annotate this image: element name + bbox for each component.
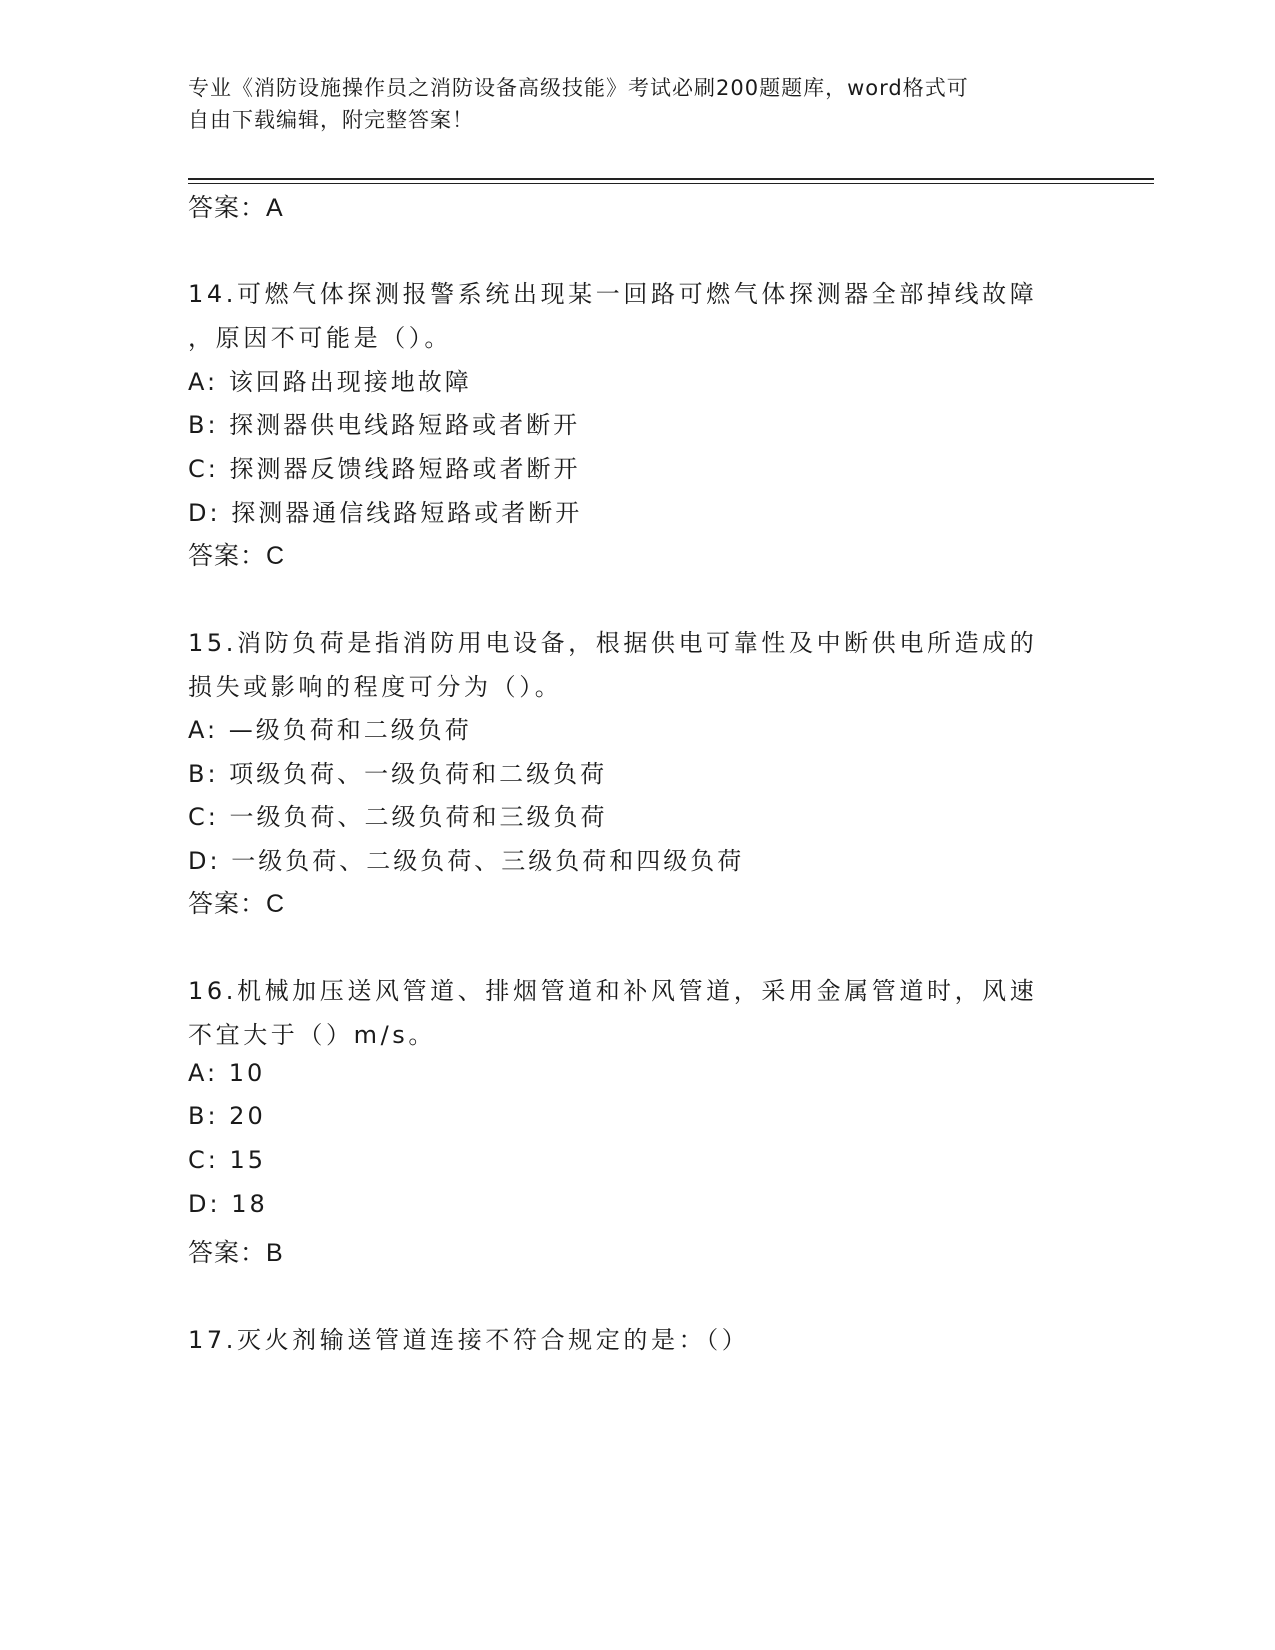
question-16-option-a: A: 10 bbox=[188, 1059, 266, 1087]
question-16-text-line-1: 16.机械加压送风管道、排烟管道和补风管道，采用金属管道时，风速 bbox=[188, 977, 1038, 1005]
question-15-text-line-2: 损失或影响的程度可分为（）。 bbox=[188, 673, 563, 701]
question-16-text-line-2: 不宜大于（）m/s。 bbox=[188, 1021, 436, 1049]
header-line-2: 自由下载编辑，附完整答案！ bbox=[188, 108, 474, 132]
question-15-option-b: B: 项级负荷、一级负荷和二级负荷 bbox=[188, 760, 608, 788]
answer-13: 答案：A bbox=[188, 194, 284, 222]
question-16-option-c: C: 15 bbox=[188, 1146, 267, 1174]
question-15-option-c: C: 一级负荷、二级负荷和三级负荷 bbox=[188, 803, 608, 831]
question-14-option-c: C: 探测器反馈线路短路或者断开 bbox=[188, 455, 581, 483]
question-16-option-b: B: 20 bbox=[188, 1102, 266, 1130]
question-14-option-a: A: 该回路出现接地故障 bbox=[188, 368, 472, 396]
header-line-1: 专业《消防设施操作员之消防设备高级技能》考试必刷200题题库，word格式可 bbox=[188, 76, 969, 100]
question-14-option-d: D: 探测器通信线路短路或者断开 bbox=[188, 499, 583, 527]
answer-14: 答案：C bbox=[188, 542, 286, 570]
question-14-option-b: B: 探测器供电线路短路或者断开 bbox=[188, 411, 581, 439]
question-14-text-line-1: 14.可燃气体探测报警系统出现某一回路可燃气体探测器全部掉线故障 bbox=[188, 280, 1038, 308]
question-15-option-d: D: 一级负荷、二级负荷、三级负荷和四级负荷 bbox=[188, 847, 745, 875]
header-divider-thin bbox=[188, 183, 1154, 184]
question-16-option-d: D: 18 bbox=[188, 1190, 268, 1218]
question-14-text-line-2: ，原因不可能是（）。 bbox=[188, 324, 452, 352]
answer-16: 答案：B bbox=[188, 1239, 284, 1267]
answer-15: 答案：C bbox=[188, 890, 286, 918]
document-header bbox=[188, 72, 1088, 136]
header-divider-thick bbox=[188, 178, 1154, 180]
question-15-option-a: A: —级负荷和二级负荷 bbox=[188, 716, 472, 744]
question-15-text-line-1: 15.消防负荷是指消防用电设备，根据供电可靠性及中断供电所造成的 bbox=[188, 629, 1038, 657]
question-17-text-line-1: 17.灭火剂输送管道连接不符合规定的是：（） bbox=[188, 1326, 750, 1354]
